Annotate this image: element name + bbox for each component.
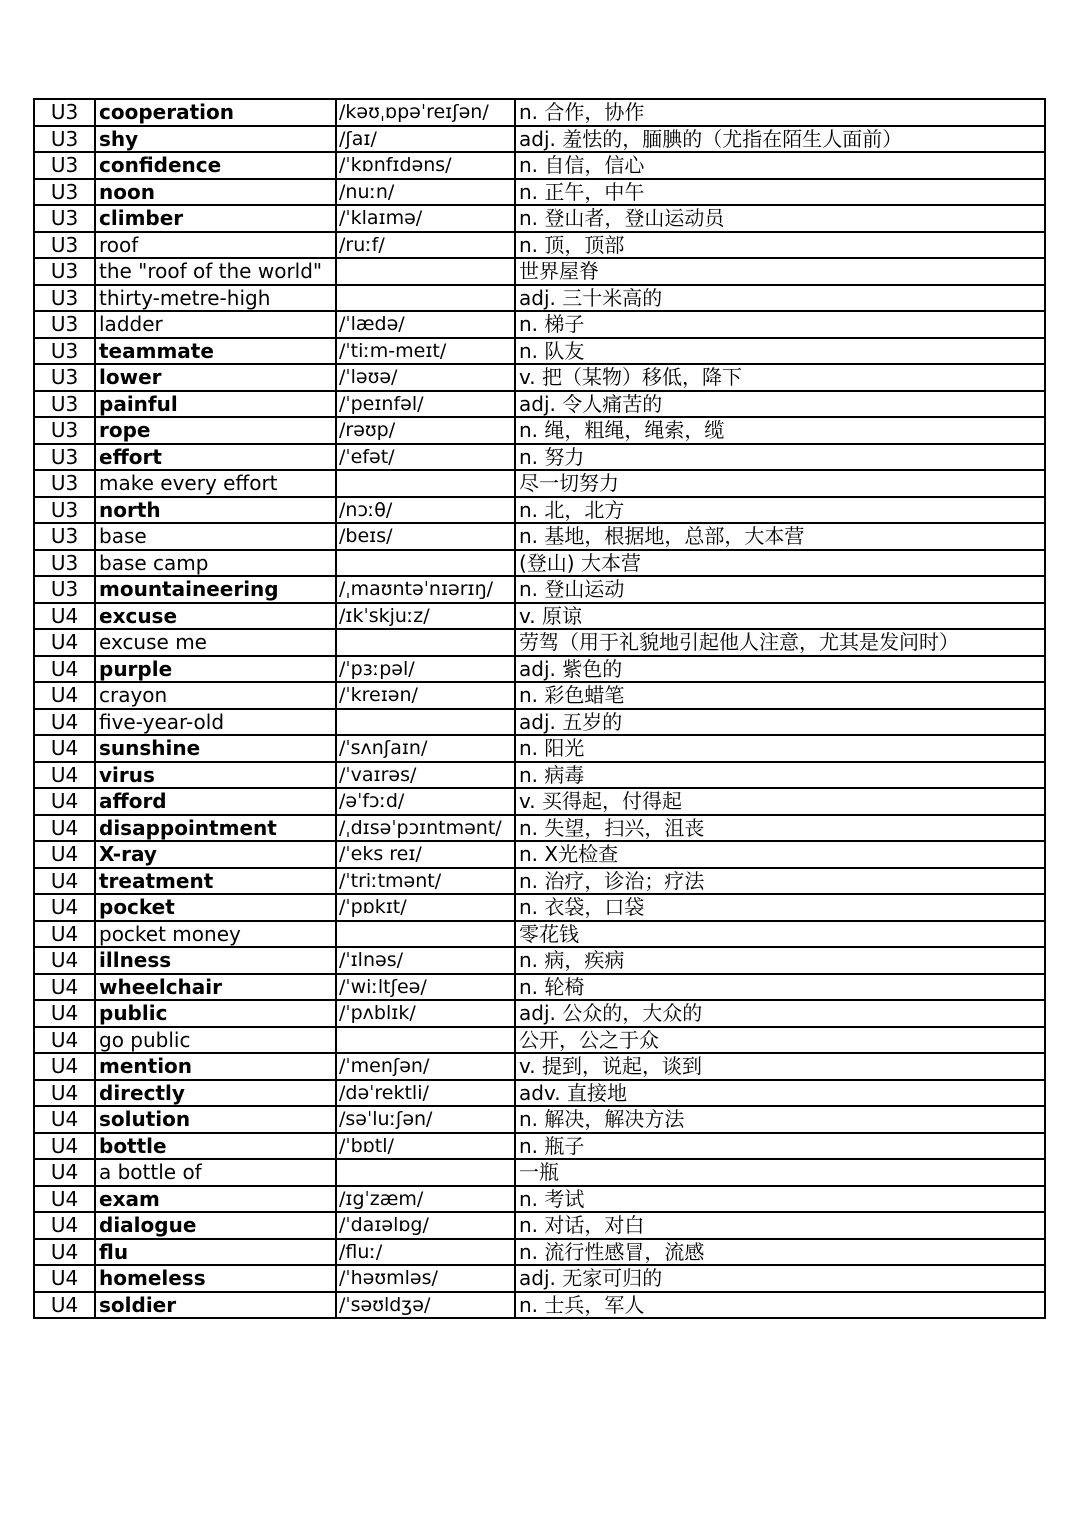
phonetic-cell: /ˈsʌnʃaɪn/ bbox=[336, 735, 515, 762]
phonetic-cell: /ˈlædə/ bbox=[336, 311, 515, 338]
unit-cell: U4 bbox=[34, 1080, 95, 1107]
phonetic-cell: /beɪs/ bbox=[336, 523, 515, 550]
meaning-cell: adj. 三十米高的 bbox=[515, 285, 1045, 312]
phonetic-cell: /ˈpɜːpəl/ bbox=[336, 656, 515, 683]
phonetic-cell bbox=[336, 1159, 515, 1186]
vocab-row bbox=[34, 311, 1045, 338]
meaning-cell: adv. 直接地 bbox=[515, 1080, 1045, 1107]
meaning-cell: v. 买得起，付得起 bbox=[515, 788, 1045, 815]
word-cell: mention bbox=[95, 1053, 336, 1080]
word-cell: excuse bbox=[95, 603, 336, 630]
unit-cell: U4 bbox=[34, 921, 95, 948]
unit-cell: U4 bbox=[34, 868, 95, 895]
vocab-row bbox=[34, 1106, 1045, 1133]
meaning-cell: n. 病毒 bbox=[515, 762, 1045, 789]
meaning-cell: 零花钱 bbox=[515, 921, 1045, 948]
unit-cell: U4 bbox=[34, 656, 95, 683]
unit-cell: U3 bbox=[34, 258, 95, 285]
unit-cell: U3 bbox=[34, 205, 95, 232]
word-cell: cooperation bbox=[95, 99, 336, 126]
phonetic-cell bbox=[336, 285, 515, 312]
meaning-cell: n. 基地，根据地，总部，大本营 bbox=[515, 523, 1045, 550]
word-cell: a bottle of bbox=[95, 1159, 336, 1186]
meaning-cell: n. 彩色蜡笔 bbox=[515, 682, 1045, 709]
meaning-cell: n. 登山者，登山运动员 bbox=[515, 205, 1045, 232]
phonetic-cell: /ˈdaɪəlɒg/ bbox=[336, 1212, 515, 1239]
phonetic-cell: /ˈsəʊldʒə/ bbox=[336, 1292, 515, 1319]
meaning-cell: n. 治疗，诊治；疗法 bbox=[515, 868, 1045, 895]
meaning-cell: n. 对话，对白 bbox=[515, 1212, 1045, 1239]
phonetic-cell: /dəˈrektli/ bbox=[336, 1080, 515, 1107]
word-cell: base camp bbox=[95, 550, 336, 577]
vocab-row bbox=[34, 1186, 1045, 1213]
word-cell: virus bbox=[95, 762, 336, 789]
word-cell: dialogue bbox=[95, 1212, 336, 1239]
phonetic-cell: /ɪkˈskjuːz/ bbox=[336, 603, 515, 630]
vocab-row bbox=[34, 815, 1045, 842]
vocab-row bbox=[34, 258, 1045, 285]
vocab-row bbox=[34, 947, 1045, 974]
meaning-cell: n. 解决，解决方法 bbox=[515, 1106, 1045, 1133]
phonetic-cell: /ˈkreɪən/ bbox=[336, 682, 515, 709]
vocab-row bbox=[34, 788, 1045, 815]
unit-cell: U3 bbox=[34, 311, 95, 338]
vocab-row bbox=[34, 656, 1045, 683]
word-cell: illness bbox=[95, 947, 336, 974]
unit-cell: U4 bbox=[34, 1053, 95, 1080]
meaning-cell: adj. 紫色的 bbox=[515, 656, 1045, 683]
word-cell: thirty-metre-high bbox=[95, 285, 336, 312]
meaning-cell: n. 顶，顶部 bbox=[515, 232, 1045, 259]
word-cell: go public bbox=[95, 1027, 336, 1054]
word-cell: public bbox=[95, 1000, 336, 1027]
meaning-cell: n. 努力 bbox=[515, 444, 1045, 471]
vocab-row bbox=[34, 550, 1045, 577]
unit-cell: U4 bbox=[34, 1159, 95, 1186]
phonetic-cell: /ˈpeɪnfəl/ bbox=[336, 391, 515, 418]
unit-cell: U3 bbox=[34, 497, 95, 524]
vocab-row bbox=[34, 894, 1045, 921]
vocabulary-table-body bbox=[34, 99, 1045, 1318]
phonetic-cell: /ˈbɒtl/ bbox=[336, 1133, 515, 1160]
word-cell: make every effort bbox=[95, 470, 336, 497]
vocab-row bbox=[34, 1080, 1045, 1107]
meaning-cell: n. 队友 bbox=[515, 338, 1045, 365]
unit-cell: U4 bbox=[34, 1027, 95, 1054]
word-cell: roof bbox=[95, 232, 336, 259]
vocab-row bbox=[34, 470, 1045, 497]
meaning-cell: 尽一切努力 bbox=[515, 470, 1045, 497]
meaning-cell: n. 绳，粗绳，绳索，缆 bbox=[515, 417, 1045, 444]
word-cell: purple bbox=[95, 656, 336, 683]
word-cell: lower bbox=[95, 364, 336, 391]
vocab-row bbox=[34, 921, 1045, 948]
meaning-cell: (登山) 大本营 bbox=[515, 550, 1045, 577]
unit-cell: U4 bbox=[34, 629, 95, 656]
word-cell: afford bbox=[95, 788, 336, 815]
unit-cell: U3 bbox=[34, 444, 95, 471]
phonetic-cell: /ˈefət/ bbox=[336, 444, 515, 471]
unit-cell: U4 bbox=[34, 1133, 95, 1160]
vocab-row bbox=[34, 1000, 1045, 1027]
unit-cell: U4 bbox=[34, 762, 95, 789]
unit-cell: U4 bbox=[34, 735, 95, 762]
phonetic-cell bbox=[336, 709, 515, 736]
vocab-row bbox=[34, 205, 1045, 232]
meaning-cell: v. 提到，说起，谈到 bbox=[515, 1053, 1045, 1080]
unit-cell: U3 bbox=[34, 285, 95, 312]
vocabulary-table bbox=[33, 98, 1046, 1319]
unit-cell: U3 bbox=[34, 364, 95, 391]
phonetic-cell: /ˈpɒkɪt/ bbox=[336, 894, 515, 921]
meaning-cell: n. 正午，中午 bbox=[515, 179, 1045, 206]
phonetic-cell: /rəʊp/ bbox=[336, 417, 515, 444]
phonetic-cell bbox=[336, 470, 515, 497]
vocab-row bbox=[34, 576, 1045, 603]
meaning-cell: n. 梯子 bbox=[515, 311, 1045, 338]
phonetic-cell bbox=[336, 629, 515, 656]
meaning-cell: adj. 五岁的 bbox=[515, 709, 1045, 736]
word-cell: rope bbox=[95, 417, 336, 444]
word-cell: crayon bbox=[95, 682, 336, 709]
phonetic-cell: /ʃaɪ/ bbox=[336, 126, 515, 153]
phonetic-cell: /ˈpʌblɪk/ bbox=[336, 1000, 515, 1027]
meaning-cell: n. 瓶子 bbox=[515, 1133, 1045, 1160]
word-cell: excuse me bbox=[95, 629, 336, 656]
word-cell: X-ray bbox=[95, 841, 336, 868]
word-cell: solution bbox=[95, 1106, 336, 1133]
meaning-cell: n. X光检查 bbox=[515, 841, 1045, 868]
meaning-cell: n. 衣袋，口袋 bbox=[515, 894, 1045, 921]
unit-cell: U3 bbox=[34, 232, 95, 259]
vocab-row bbox=[34, 391, 1045, 418]
vocab-row bbox=[34, 444, 1045, 471]
phonetic-cell: /ˈhəʊmləs/ bbox=[336, 1265, 515, 1292]
unit-cell: U3 bbox=[34, 179, 95, 206]
unit-cell: U3 bbox=[34, 576, 95, 603]
meaning-cell: adj. 令人痛苦的 bbox=[515, 391, 1045, 418]
unit-cell: U4 bbox=[34, 1265, 95, 1292]
meaning-cell: adj. 无家可归的 bbox=[515, 1265, 1045, 1292]
unit-cell: U3 bbox=[34, 550, 95, 577]
word-cell: painful bbox=[95, 391, 336, 418]
vocab-row bbox=[34, 974, 1045, 1001]
meaning-cell: v. 原谅 bbox=[515, 603, 1045, 630]
vocab-row bbox=[34, 762, 1045, 789]
phonetic-cell bbox=[336, 258, 515, 285]
meaning-cell: n. 失望，扫兴，沮丧 bbox=[515, 815, 1045, 842]
word-cell: wheelchair bbox=[95, 974, 336, 1001]
vocab-row bbox=[34, 99, 1045, 126]
phonetic-cell: /ruːf/ bbox=[336, 232, 515, 259]
word-cell: sunshine bbox=[95, 735, 336, 762]
unit-cell: U3 bbox=[34, 417, 95, 444]
phonetic-cell: /ˈeks reɪ/ bbox=[336, 841, 515, 868]
phonetic-cell: /səˈluːʃən/ bbox=[336, 1106, 515, 1133]
word-cell: bottle bbox=[95, 1133, 336, 1160]
phonetic-cell: /nuːn/ bbox=[336, 179, 515, 206]
vocab-row bbox=[34, 1212, 1045, 1239]
vocab-row bbox=[34, 603, 1045, 630]
phonetic-cell: /ɪgˈzæm/ bbox=[336, 1186, 515, 1213]
unit-cell: U4 bbox=[34, 947, 95, 974]
word-cell: confidence bbox=[95, 152, 336, 179]
meaning-cell: adj. 公众的，大众的 bbox=[515, 1000, 1045, 1027]
vocab-row bbox=[34, 232, 1045, 259]
vocab-row bbox=[34, 1027, 1045, 1054]
word-cell: disappointment bbox=[95, 815, 336, 842]
word-cell: treatment bbox=[95, 868, 336, 895]
vocab-row bbox=[34, 417, 1045, 444]
meaning-cell: n. 轮椅 bbox=[515, 974, 1045, 1001]
phonetic-cell: /ˌmaʊntəˈnɪərɪŋ/ bbox=[336, 576, 515, 603]
unit-cell: U3 bbox=[34, 470, 95, 497]
vocab-row bbox=[34, 1053, 1045, 1080]
vocab-row bbox=[34, 1133, 1045, 1160]
phonetic-cell bbox=[336, 1027, 515, 1054]
unit-cell: U4 bbox=[34, 974, 95, 1001]
word-cell: pocket money bbox=[95, 921, 336, 948]
phonetic-cell bbox=[336, 550, 515, 577]
unit-cell: U4 bbox=[34, 1106, 95, 1133]
vocab-row bbox=[34, 868, 1045, 895]
meaning-cell: n. 合作，协作 bbox=[515, 99, 1045, 126]
unit-cell: U4 bbox=[34, 788, 95, 815]
phonetic-cell: /ˈwiːltʃeə/ bbox=[336, 974, 515, 1001]
vocab-row bbox=[34, 682, 1045, 709]
unit-cell: U3 bbox=[34, 126, 95, 153]
vocab-row bbox=[34, 841, 1045, 868]
word-cell: exam bbox=[95, 1186, 336, 1213]
word-cell: the "roof of the world" bbox=[95, 258, 336, 285]
vocab-row bbox=[34, 709, 1045, 736]
meaning-cell: n. 登山运动 bbox=[515, 576, 1045, 603]
word-cell: noon bbox=[95, 179, 336, 206]
word-cell: soldier bbox=[95, 1292, 336, 1319]
phonetic-cell: /ˈvaɪrəs/ bbox=[336, 762, 515, 789]
vocab-row bbox=[34, 1265, 1045, 1292]
word-cell: effort bbox=[95, 444, 336, 471]
phonetic-cell: /ˈtriːtmənt/ bbox=[336, 868, 515, 895]
unit-cell: U4 bbox=[34, 1239, 95, 1266]
word-cell: ladder bbox=[95, 311, 336, 338]
phonetic-cell: /fluː/ bbox=[336, 1239, 515, 1266]
meaning-cell: n. 士兵，军人 bbox=[515, 1292, 1045, 1319]
vocab-row bbox=[34, 338, 1045, 365]
unit-cell: U4 bbox=[34, 1292, 95, 1319]
vocab-row bbox=[34, 497, 1045, 524]
word-cell: pocket bbox=[95, 894, 336, 921]
word-cell: mountaineering bbox=[95, 576, 336, 603]
phonetic-cell: /ˈklaɪmə/ bbox=[336, 205, 515, 232]
word-cell: shy bbox=[95, 126, 336, 153]
unit-cell: U4 bbox=[34, 1000, 95, 1027]
phonetic-cell: /nɔːθ/ bbox=[336, 497, 515, 524]
word-cell: climber bbox=[95, 205, 336, 232]
unit-cell: U3 bbox=[34, 152, 95, 179]
meaning-cell: n. 考试 bbox=[515, 1186, 1045, 1213]
vocab-row bbox=[34, 126, 1045, 153]
meaning-cell: n. 阳光 bbox=[515, 735, 1045, 762]
phonetic-cell: /ˈɪlnəs/ bbox=[336, 947, 515, 974]
unit-cell: U3 bbox=[34, 99, 95, 126]
meaning-cell: n. 自信，信心 bbox=[515, 152, 1045, 179]
vocab-row bbox=[34, 179, 1045, 206]
meaning-cell: 世界屋脊 bbox=[515, 258, 1045, 285]
phonetic-cell: /ˈtiːm-meɪt/ bbox=[336, 338, 515, 365]
meaning-cell: n. 病，疾病 bbox=[515, 947, 1045, 974]
meaning-cell: 劳驾（用于礼貌地引起他人注意，尤其是发问时） bbox=[515, 629, 1045, 656]
vocab-row bbox=[34, 629, 1045, 656]
unit-cell: U4 bbox=[34, 682, 95, 709]
phonetic-cell bbox=[336, 921, 515, 948]
word-cell: flu bbox=[95, 1239, 336, 1266]
unit-cell: U4 bbox=[34, 1212, 95, 1239]
word-cell: directly bbox=[95, 1080, 336, 1107]
meaning-cell: 公开，公之于众 bbox=[515, 1027, 1045, 1054]
phonetic-cell: /ˌdɪsəˈpɔɪntmənt/ bbox=[336, 815, 515, 842]
unit-cell: U3 bbox=[34, 391, 95, 418]
vocab-row bbox=[34, 735, 1045, 762]
vocab-row bbox=[34, 285, 1045, 312]
vocab-row bbox=[34, 1159, 1045, 1186]
phonetic-cell: /ˈmenʃən/ bbox=[336, 1053, 515, 1080]
word-cell: five-year-old bbox=[95, 709, 336, 736]
vocab-row bbox=[34, 364, 1045, 391]
meaning-cell: n. 流行性感冒，流感 bbox=[515, 1239, 1045, 1266]
meaning-cell: adj. 羞怯的，腼腆的（尤指在陌生人面前） bbox=[515, 126, 1045, 153]
unit-cell: U3 bbox=[34, 338, 95, 365]
meaning-cell: 一瓶 bbox=[515, 1159, 1045, 1186]
phonetic-cell: /ˈkɒnfɪdəns/ bbox=[336, 152, 515, 179]
meaning-cell: n. 北，北方 bbox=[515, 497, 1045, 524]
word-cell: north bbox=[95, 497, 336, 524]
phonetic-cell: /kəʊˌɒpəˈreɪʃən/ bbox=[336, 99, 515, 126]
unit-cell: U4 bbox=[34, 841, 95, 868]
phonetic-cell: /əˈfɔːd/ bbox=[336, 788, 515, 815]
word-cell: homeless bbox=[95, 1265, 336, 1292]
unit-cell: U4 bbox=[34, 603, 95, 630]
unit-cell: U4 bbox=[34, 709, 95, 736]
phonetic-cell: /ˈləʊə/ bbox=[336, 364, 515, 391]
vocab-row bbox=[34, 1292, 1045, 1319]
unit-cell: U4 bbox=[34, 894, 95, 921]
vocab-row bbox=[34, 152, 1045, 179]
unit-cell: U4 bbox=[34, 815, 95, 842]
vocab-row bbox=[34, 523, 1045, 550]
word-cell: base bbox=[95, 523, 336, 550]
unit-cell: U3 bbox=[34, 523, 95, 550]
unit-cell: U4 bbox=[34, 1186, 95, 1213]
meaning-cell: v. 把（某物）移低，降下 bbox=[515, 364, 1045, 391]
vocab-row bbox=[34, 1239, 1045, 1266]
word-cell: teammate bbox=[95, 338, 336, 365]
